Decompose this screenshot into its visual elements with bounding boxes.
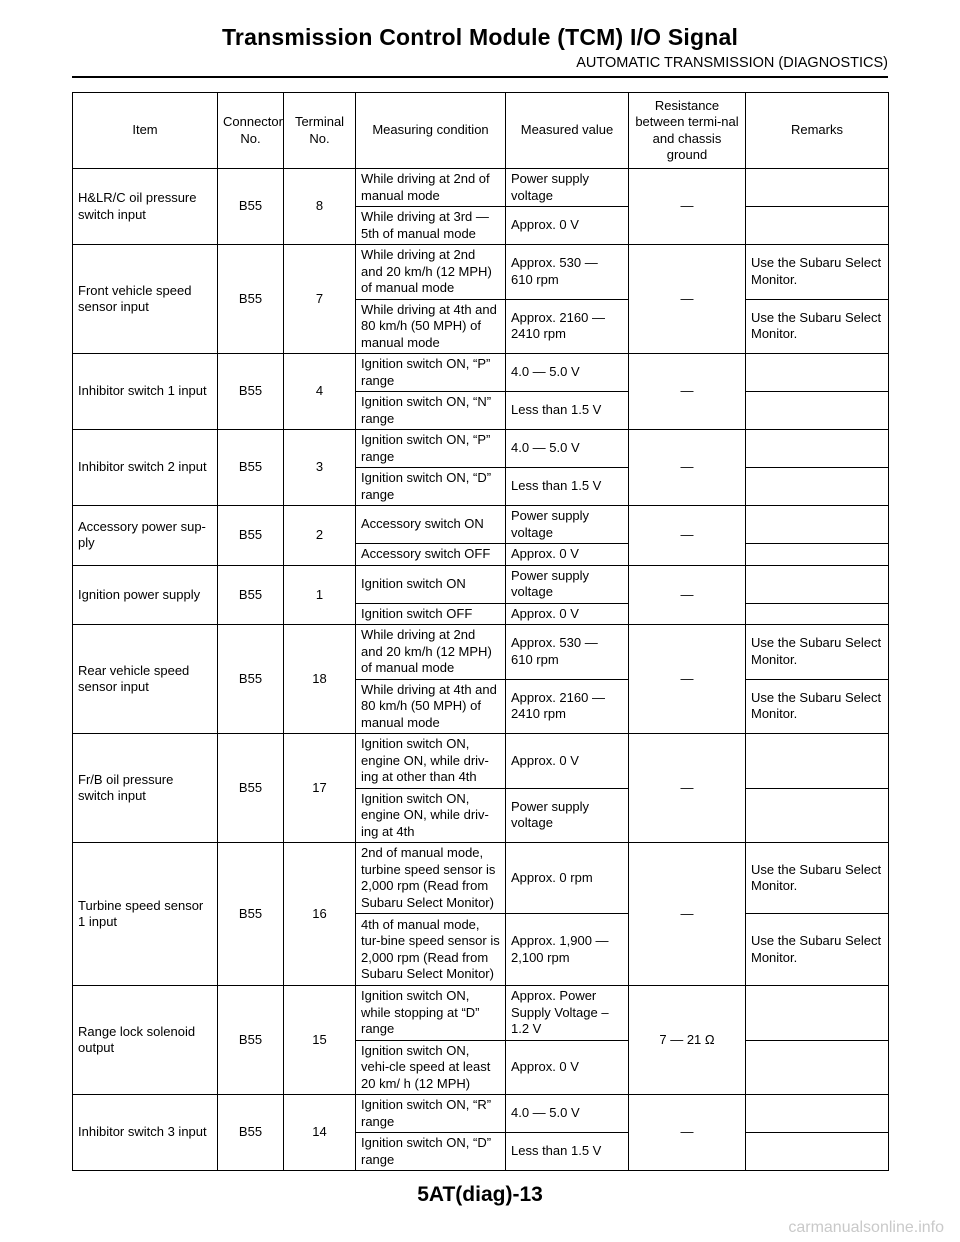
table-row (73, 169, 889, 207)
remarks-cell: Use the Subaru Select Monitor. (746, 625, 889, 680)
remarks-cell (746, 1040, 889, 1095)
terminal-cell: 4 (284, 354, 356, 430)
item-cell: Ignition power supply (73, 565, 218, 625)
condition-cell: Ignition switch ON (356, 565, 506, 603)
resistance-cell: 7 — 21 Ω (629, 986, 746, 1095)
resistance-cell: — (629, 625, 746, 734)
resistance-cell: — (629, 430, 746, 506)
measured-value-cell: Power supply voltage (506, 506, 629, 544)
condition-cell: While driving at 3rd — 5th of manual mode (356, 207, 506, 245)
measured-value-cell: 4.0 — 5.0 V (506, 430, 629, 468)
condition-cell: Ignition switch ON, engine ON, while driv-ing at other than 4th (356, 734, 506, 789)
measured-value-cell: Power supply voltage (506, 788, 629, 843)
condition-cell: Ignition switch ON, vehi-cle speed at least 20 km/ h (12 MPH) (356, 1040, 506, 1095)
measured-value-cell: Power supply voltage (506, 169, 629, 207)
measured-value-cell: Approx. 2160 — 2410 rpm (506, 299, 629, 354)
item-cell: Rear vehicle speed sensor input (73, 625, 218, 734)
column-header-item: Item (73, 93, 218, 169)
measured-value-cell: Approx. 0 V (506, 207, 629, 245)
measured-value-cell: Approx. 530 — 610 rpm (506, 245, 629, 300)
page-title: Transmission Control Module (TCM) I/O Signal (221, 24, 739, 50)
item-cell: Inhibitor switch 3 input (73, 1095, 218, 1171)
table-row (73, 245, 889, 300)
condition-cell: 2nd of manual mode, turbine speed sensor is 2,000 rpm (Read from Subaru Select Monitor) (356, 843, 506, 914)
table-row (73, 565, 889, 603)
condition-cell: Ignition switch ON, “R” range (356, 1095, 506, 1133)
table-row (73, 1095, 889, 1133)
terminal-cell: 3 (284, 430, 356, 506)
measured-value-cell: Approx. 0 V (506, 544, 629, 566)
connector-cell: B55 (218, 506, 284, 566)
resistance-cell: — (629, 354, 746, 430)
terminal-cell: 8 (284, 169, 356, 245)
measured-value-cell: Approx. 0 rpm (506, 843, 629, 914)
page-number: 5AT(diag)-13 (417, 1183, 543, 1206)
condition-cell: Ignition switch ON, “N” range (356, 392, 506, 430)
connector-cell: B55 (218, 354, 284, 430)
item-cell: Inhibitor switch 2 input (73, 430, 218, 506)
remarks-cell (746, 506, 889, 544)
terminal-cell: 18 (284, 625, 356, 734)
column-header-terminal: Terminal No. (284, 93, 356, 169)
remarks-cell: Use the Subaru Select Monitor. (746, 914, 889, 986)
measured-value-cell: Less than 1.5 V (506, 392, 629, 430)
column-header-remarks: Remarks (746, 93, 889, 169)
condition-cell: Ignition switch ON, “P” range (356, 354, 506, 392)
remarks-cell: Use the Subaru Select Monitor. (746, 299, 889, 354)
resistance-cell: — (629, 169, 746, 245)
item-cell: Turbine speed sensor 1 input (73, 843, 218, 986)
column-header-connector: Connector No. (218, 93, 284, 169)
measured-value-cell: Approx. 0 V (506, 1040, 629, 1095)
condition-cell: Ignition switch ON, while stopping at “D” range (356, 986, 506, 1041)
terminal-cell: 16 (284, 843, 356, 986)
column-header-resistance: Resistance between termi-nal and chassis ground (629, 93, 746, 169)
condition-cell: Ignition switch ON, “P” range (356, 430, 506, 468)
remarks-cell (746, 603, 889, 625)
measured-value-cell: Less than 1.5 V (506, 1133, 629, 1171)
item-cell: Front vehicle speed sensor input (73, 245, 218, 354)
condition-cell: While driving at 2nd and 20 km/h (12 MPH) of manual mode (356, 245, 506, 300)
table-row (73, 625, 889, 680)
condition-cell: Accessory switch OFF (356, 544, 506, 566)
connector-cell: B55 (218, 565, 284, 625)
measured-value-cell: 4.0 — 5.0 V (506, 1095, 629, 1133)
item-cell: Range lock solenoid output (73, 986, 218, 1095)
measured-value-cell: Approx. 0 V (506, 603, 629, 625)
remarks-cell (746, 207, 889, 245)
connector-cell: B55 (218, 169, 284, 245)
resistance-cell: — (629, 734, 746, 843)
condition-cell: 4th of manual mode, tur-bine speed sensor is 2,000 rpm (Read from Subaru Select Monitor) (356, 914, 506, 986)
connector-cell: B55 (218, 625, 284, 734)
resistance-cell: — (629, 565, 746, 625)
measured-value-cell: Approx. Power Supply Voltage –1.2 V (506, 986, 629, 1041)
remarks-cell (746, 169, 889, 207)
condition-cell: Ignition switch ON, “D” range (356, 1133, 506, 1171)
item-cell: Inhibitor switch 1 input (73, 354, 218, 430)
column-header-condition: Measuring condition (356, 93, 506, 169)
condition-cell: Ignition switch ON, “D” range (356, 468, 506, 506)
remarks-cell: Use the Subaru Select Monitor. (746, 679, 889, 734)
condition-cell: Ignition switch ON, engine ON, while driv-ing at 4th (356, 788, 506, 843)
io-signal-table (72, 92, 889, 1171)
condition-cell: While driving at 4th and 80 km/h (50 MPH) of manual mode (356, 299, 506, 354)
connector-cell: B55 (218, 1095, 284, 1171)
table-row (73, 354, 889, 392)
remarks-cell (746, 788, 889, 843)
remarks-cell (746, 430, 889, 468)
item-cell: Fr/B oil pressure switch input (73, 734, 218, 843)
connector-cell: B55 (218, 734, 284, 843)
table-row (73, 843, 889, 914)
table-row (73, 506, 889, 544)
remarks-cell (746, 1133, 889, 1171)
condition-cell: Accessory switch ON (356, 506, 506, 544)
connector-cell: B55 (218, 430, 284, 506)
measured-value-cell: Approx. 2160 — 2410 rpm (506, 679, 629, 734)
resistance-cell: — (629, 1095, 746, 1171)
resistance-cell: — (629, 506, 746, 566)
resistance-cell: — (629, 245, 746, 354)
item-cell: Accessory power sup-ply (73, 506, 218, 566)
remarks-cell (746, 354, 889, 392)
table-row (73, 734, 889, 789)
terminal-cell: 2 (284, 506, 356, 566)
condition-cell: While driving at 2nd and 20 km/h (12 MPH) of manual mode (356, 625, 506, 680)
section-subtitle: AUTOMATIC TRANSMISSION (DIAGNOSTICS) (576, 55, 888, 71)
remarks-cell (746, 544, 889, 566)
terminal-cell: 17 (284, 734, 356, 843)
remarks-cell (746, 392, 889, 430)
condition-cell: While driving at 2nd of manual mode (356, 169, 506, 207)
condition-cell: Ignition switch OFF (356, 603, 506, 625)
remarks-cell: Use the Subaru Select Monitor. (746, 245, 889, 300)
measured-value-cell: Approx. 0 V (506, 734, 629, 789)
connector-cell: B55 (218, 986, 284, 1095)
table-row (73, 986, 889, 1041)
terminal-cell: 1 (284, 565, 356, 625)
measured-value-cell: Approx. 530 — 610 rpm (506, 625, 629, 680)
measured-value-cell: Approx. 1,900 — 2,100 rpm (506, 914, 629, 986)
condition-cell: While driving at 4th and 80 km/h (50 MPH) of manual mode (356, 679, 506, 734)
remarks-cell (746, 734, 889, 789)
terminal-cell: 14 (284, 1095, 356, 1171)
remarks-cell (746, 986, 889, 1041)
remarks-cell (746, 1095, 889, 1133)
table-row (73, 430, 889, 468)
remarks-cell: Use the Subaru Select Monitor. (746, 843, 889, 914)
terminal-cell: 7 (284, 245, 356, 354)
remarks-cell (746, 468, 889, 506)
table-header-row (73, 93, 889, 169)
connector-cell: B55 (218, 843, 284, 986)
table-body (73, 169, 889, 1171)
measured-value-cell: Power supply voltage (506, 565, 629, 603)
watermark: carmanualsonline.info (788, 1219, 944, 1236)
resistance-cell: — (629, 843, 746, 986)
header-rule (72, 76, 888, 78)
terminal-cell: 15 (284, 986, 356, 1095)
column-header-value: Measured value (506, 93, 629, 169)
measured-value-cell: Less than 1.5 V (506, 468, 629, 506)
item-cell: H&LR/C oil pressure switch input (73, 169, 218, 245)
connector-cell: B55 (218, 245, 284, 354)
measured-value-cell: 4.0 — 5.0 V (506, 354, 629, 392)
remarks-cell (746, 565, 889, 603)
